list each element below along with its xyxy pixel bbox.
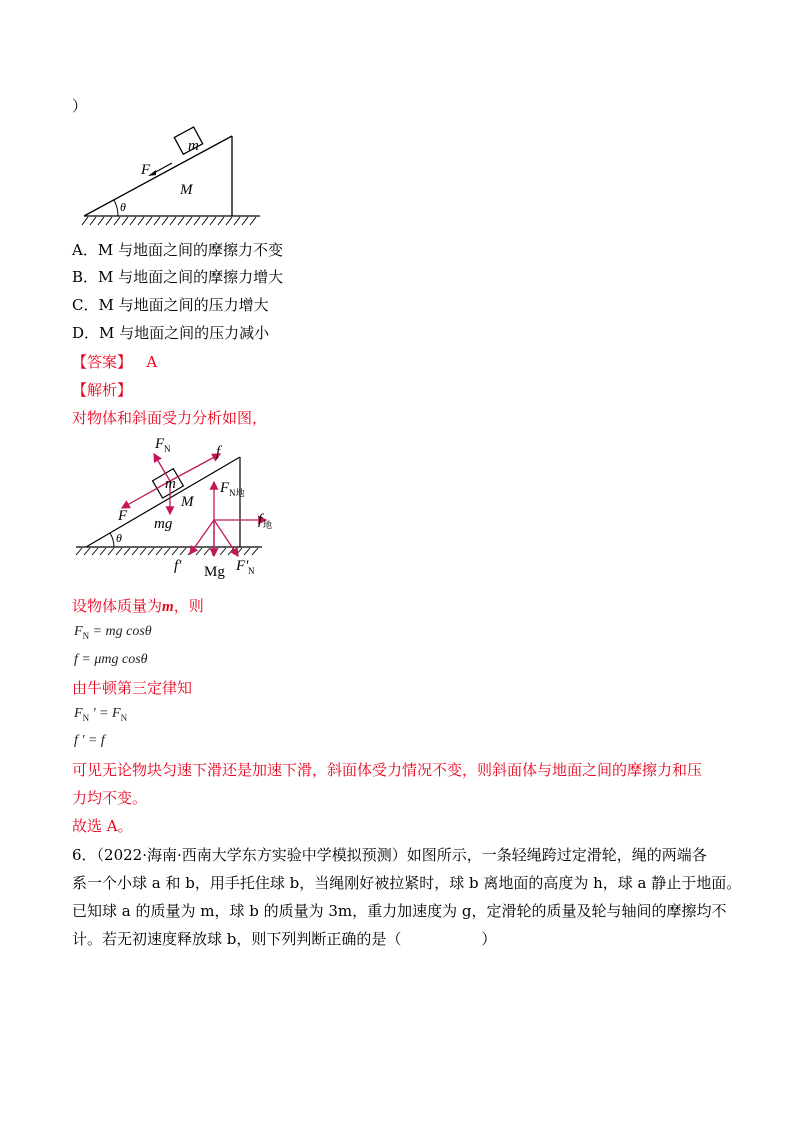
fig2-FN-sub: N	[164, 444, 171, 454]
newton-line: 由牛顿第三定律知	[72, 679, 193, 697]
fig2-Mg: Mg	[204, 564, 225, 580]
answer-line	[72, 352, 157, 372]
fig1-label-M: M	[180, 182, 193, 198]
conclusion-line-2: 力均不变。	[72, 789, 148, 807]
conclusion-line-1: 可见无论物块匀速下滑还是加速下滑，斜面体受力情况不变，则斜面体与地面之间的摩擦力和压	[72, 761, 703, 779]
fig1-label-F: F	[141, 162, 151, 178]
answer-label: 【答案】	[72, 353, 133, 371]
fig2-FN-ground-sub: N地	[229, 488, 245, 498]
fig2-m: m	[165, 476, 176, 492]
fig2-f-ground: f	[258, 512, 263, 528]
analysis-label: 【解析】	[72, 381, 133, 399]
equation-1: $F_N$ = mg cosθ	[74, 624, 152, 641]
assume-line: 设物体质量为m，则	[72, 597, 204, 615]
option-b: B．M 与地面之间的摩擦力增大	[72, 268, 284, 286]
fig2-mg: mg	[154, 516, 173, 532]
fig2-M: M	[181, 494, 194, 510]
equation-4: f ' = f	[74, 733, 105, 748]
fig2-FN: F	[155, 436, 165, 452]
incline-figure-1	[70, 122, 270, 230]
option-d: D．M 与地面之间的压力减小	[72, 324, 270, 342]
force-diagram	[70, 432, 273, 582]
q6-line-4: 计。若无初速度释放球 b，则下列判断正确的是（ ）	[72, 930, 497, 948]
equation-3: $F_N$ ' = $F_N$	[74, 706, 128, 723]
fig1-label-m: m	[188, 138, 199, 154]
fig1-label-theta: θ	[120, 200, 126, 214]
answer-value: A	[146, 353, 158, 371]
assume-var: m	[162, 599, 174, 615]
fig2-f: f	[216, 444, 221, 460]
equation-2: f = μmg cosθ	[74, 652, 148, 667]
fig2-FN-prime-sub: N	[248, 566, 255, 576]
fig2-FN-ground: F	[220, 480, 230, 496]
q6-line-1: 6．（2022·海南·西南大学东方实验中学模拟预测）如图所示，一条轻绳跨过定滑轮，绳的两端各	[72, 846, 707, 864]
fig2-f-prime: f′	[174, 558, 182, 574]
option-a: A．M 与地面之间的摩擦力不变	[72, 241, 283, 259]
choose-line: 故选 A。	[72, 817, 133, 835]
q6-line-2: 系一个小球 a 和 b，用手托住球 b，当绳刚好被拉紧时，球 b 离地面的高度为 h，球 a 静止于地面。	[72, 874, 742, 892]
option-c: C．M 与地面之间的压力增大	[72, 296, 269, 314]
fig2-f-ground-sub: 地	[263, 520, 273, 530]
analysis-intro: 对物体和斜面受力分析如图，	[72, 409, 268, 427]
fig2-F: F	[118, 508, 128, 524]
fig2-theta: θ	[116, 531, 122, 545]
top-paren: ）	[72, 97, 88, 115]
q6-line-3: 已知球 a 的质量为 m，球 b 的质量为 3m，重力加速度为 g，定滑轮的质量及轮与轴间的摩擦均不	[72, 902, 727, 920]
fig2-FN-prime: F′	[236, 558, 249, 574]
